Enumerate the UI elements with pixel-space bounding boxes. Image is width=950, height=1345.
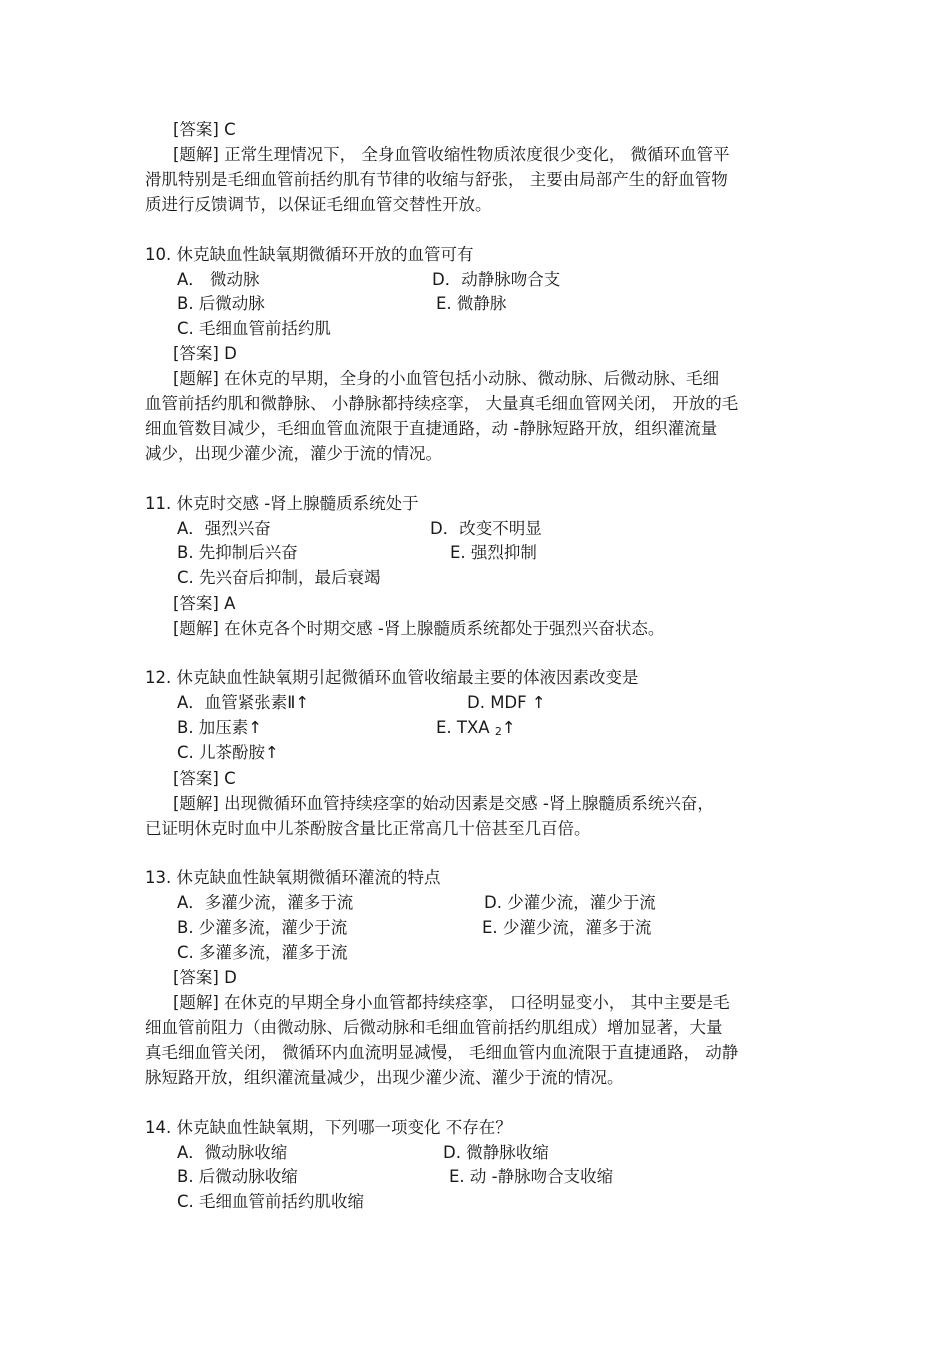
explanation-line: [题解] 在休克各个时期交感 -肾上腺髓质系统都处于强烈兴奋状态。 — [173, 619, 665, 638]
option-d: D．动静脉吻合支 — [432, 270, 561, 289]
question-stem: 14. 休克缺血性缺氧期，下列哪一项变化 不存在？ — [145, 1118, 512, 1137]
explanation-line: 脉短路开放，组织灌流量减少，出现少灌少流、灌少于流的情况。 — [145, 1068, 624, 1087]
answer-line: [答案] D — [173, 344, 237, 363]
option-d: D. 少灌少流，灌少于流 — [484, 893, 656, 912]
answer-line: [答案] C — [173, 769, 236, 788]
option-c: C. 儿茶酚胺↑ — [177, 743, 279, 762]
option-d: D. 微静脉收缩 — [443, 1143, 549, 1162]
explanation-line: 细血管数目减少，毛细血管血流限于直捷通路，动 -静脉短路开放，组织灌流量 — [145, 419, 718, 438]
explanation-line: [题解] 在休克的早期全身小血管都持续痉挛， 口径明显变小， 其中主要是毛 — [173, 993, 730, 1012]
option-c: C. 先兴奋后抑制，最后衰竭 — [177, 568, 381, 587]
option-b: B. 少灌多流，灌少于流 — [177, 918, 348, 937]
explanation-line: 血管前括约肌和微静脉、 小静脉都持续痉挛， 大量真毛细血管网关闭， 开放的毛 — [145, 394, 739, 413]
explanation-line: 真毛细血管关闭， 微循环内血流明显减慢， 毛细血管内血流限于直捷通路， 动静 — [145, 1043, 739, 1062]
option-b: B. 加压素↑ — [177, 718, 263, 737]
option-b: B. 后微动脉收缩 — [177, 1167, 298, 1186]
option-c: C. 毛细血管前括约肌 — [177, 319, 332, 338]
explanation-line: [题解] 出现微循环血管持续痉挛的始动因素是交感 -肾上腺髓质系统兴奋， — [173, 794, 714, 813]
option-d: D. MDF ↑ — [467, 693, 546, 712]
option-b: B. 先抑制后兴奋 — [177, 543, 298, 562]
option-a: A．血管紧张素Ⅱ↑ — [177, 693, 310, 712]
answer-line: [答案] C — [173, 120, 236, 139]
question-stem: 11. 休克时交感 -肾上腺髓质系统处于 — [145, 494, 419, 513]
explanation-line: 质进行反馈调节，以保证毛细血管交替性开放。 — [145, 195, 492, 214]
explanation-line: [题解] 正常生理情况下， 全身血管收缩性物质浓度很少变化， 微循环血管平 — [173, 145, 730, 164]
option-e: E. 强烈抑制 — [450, 543, 537, 562]
option-a: A．多灌少流，灌多于流 — [177, 893, 354, 912]
option-e-text: E. TXA — [436, 718, 495, 737]
option-a: A．强烈兴奋 — [177, 519, 271, 538]
option-e: E. 微静脉 — [436, 294, 507, 313]
question-stem: 12. 休克缺血性缺氧期引起微循环血管收缩最主要的体液因素改变是 — [145, 668, 639, 687]
option-d: D．改变不明显 — [430, 519, 542, 538]
answer-line: [答案] D — [173, 968, 237, 987]
arrow: ↑ — [501, 718, 516, 737]
answer-line: [答案] A — [173, 594, 236, 613]
explanation-line: 减少，出现少灌少流，灌少于流的情况。 — [145, 444, 442, 463]
option-e: E. 动 -静脉吻合支收缩 — [449, 1167, 614, 1186]
option-e — [436, 716, 516, 744]
option-b: B. 后微动脉 — [177, 294, 265, 313]
explanation-line: 滑肌特别是毛细血管前括约肌有节律的收缩与舒张， 主要由局部产生的舒血管物 — [145, 170, 728, 189]
explanation-line: 已证明休克时血中儿茶酚胺含量比正常高几十倍甚至几百倍。 — [145, 819, 591, 838]
option-a: A． 微动脉 — [177, 270, 260, 289]
option-a: A．微动脉收缩 — [177, 1143, 288, 1162]
explanation-line: [题解] 在休克的早期，全身的小血管包括小动脉、微动脉、后微动脉、毛细 — [173, 369, 720, 388]
option-e: E. 少灌少流，灌多于流 — [482, 918, 652, 937]
subscript: 2 — [494, 725, 502, 738]
question-stem: 10. 休克缺血性缺氧期微循环开放的血管可有 — [145, 245, 474, 264]
option-c: C. 多灌多流，灌多于流 — [177, 943, 348, 962]
question-stem: 13. 休克缺血性缺氧期微循环灌流的特点 — [145, 868, 441, 887]
option-c: C. 毛细血管前括约肌收缩 — [177, 1192, 365, 1211]
explanation-line: 细血管前阻力（由微动脉、后微动脉和毛细血管前括约肌组成）增加显著，大量 — [145, 1018, 723, 1037]
